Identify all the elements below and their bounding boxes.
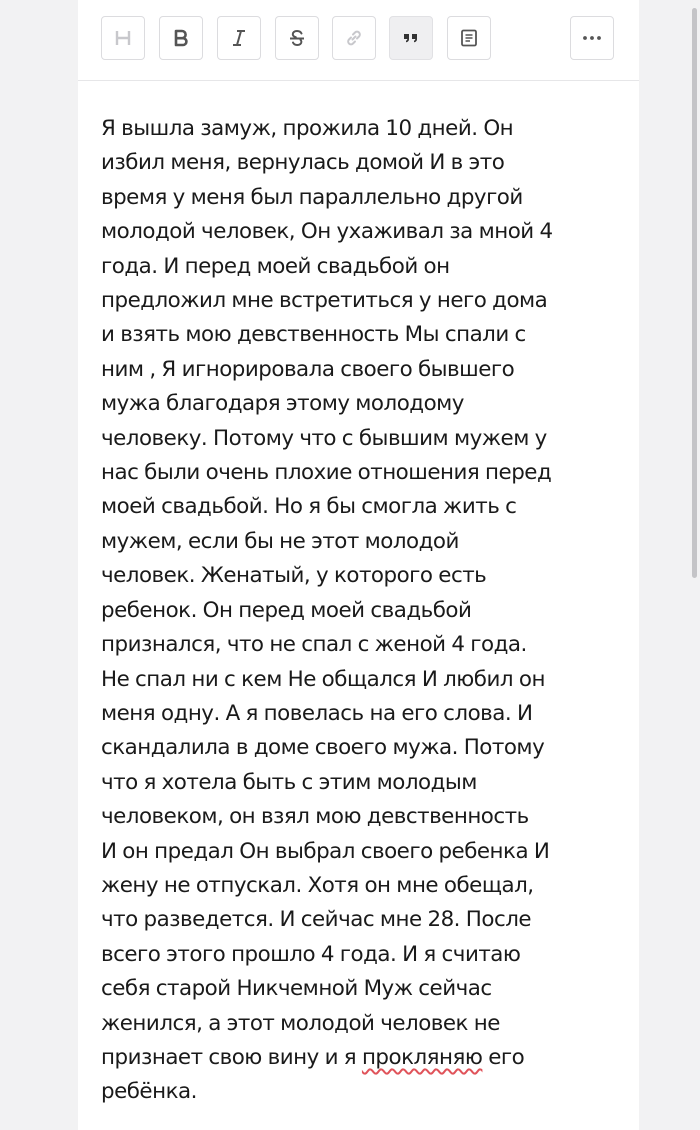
editor-panel [78,0,639,1130]
editor-body-end: его ребёнка. [101,1044,525,1105]
bold-icon [171,28,191,48]
scrollbar[interactable] [689,0,700,1130]
strikethrough-icon [287,28,307,48]
quote-icon [401,28,421,48]
quote-button[interactable] [389,16,433,60]
strikethrough-button[interactable] [275,16,319,60]
document-icon [459,28,479,48]
link-button[interactable] [332,16,376,60]
editor-body-text: Я вышла замуж, прожила 10 дней. Он избил меня, вернулась домой И в это время у меня был параллельно другой молодой человек, Он ухаживал за мной 4 года. И перед моей свадьбой он предложил мне встретиться у него дома и взять мою девственность Мы спали с ним , Я игнорировала своего бывшего мужа благодаря этому молодому человеку. Потому что с бывшим мужем у нас были очень плохие отношения перед моей свадьбой. Но я бы смогла жить с мужем, если бы не этот молодой человек. Женатый, у которого есть ребенок. Он перед моей свадьбой признался, что не спал с женой 4 года. Не спал ни с кем Не общался И любил он меня одну. А я повелась на его слова. И скандалила в доме своего мужа. Потому что я хотела быть с этим молодым человеком, он взял мою девственность И он предал Он выбрал своего ребенка И жену не отпускал. Хотя он мне обещал, что разведется. И сейчас мне 28. После всего этого прошло 4 года. И я считаю себя старой Никчемной Муж сейчас женился, а этот молодой человек не признает свою вину и я [101,116,553,1070]
heading-button[interactable] [101,16,145,60]
text-editor[interactable] [101,112,621,1110]
formatting-toolbar [78,0,639,81]
bold-button[interactable] [159,16,203,60]
more-button[interactable] [570,16,614,60]
scrollbar-thumb[interactable] [692,8,697,578]
italic-icon [229,28,249,48]
link-icon [344,28,364,48]
misspelled-word[interactable]: прокляняю [361,1044,483,1070]
heading-icon [113,28,133,48]
italic-button[interactable] [217,16,261,60]
more-icon [581,28,603,48]
list-button[interactable] [447,16,491,60]
editor-content[interactable] [101,112,621,1110]
